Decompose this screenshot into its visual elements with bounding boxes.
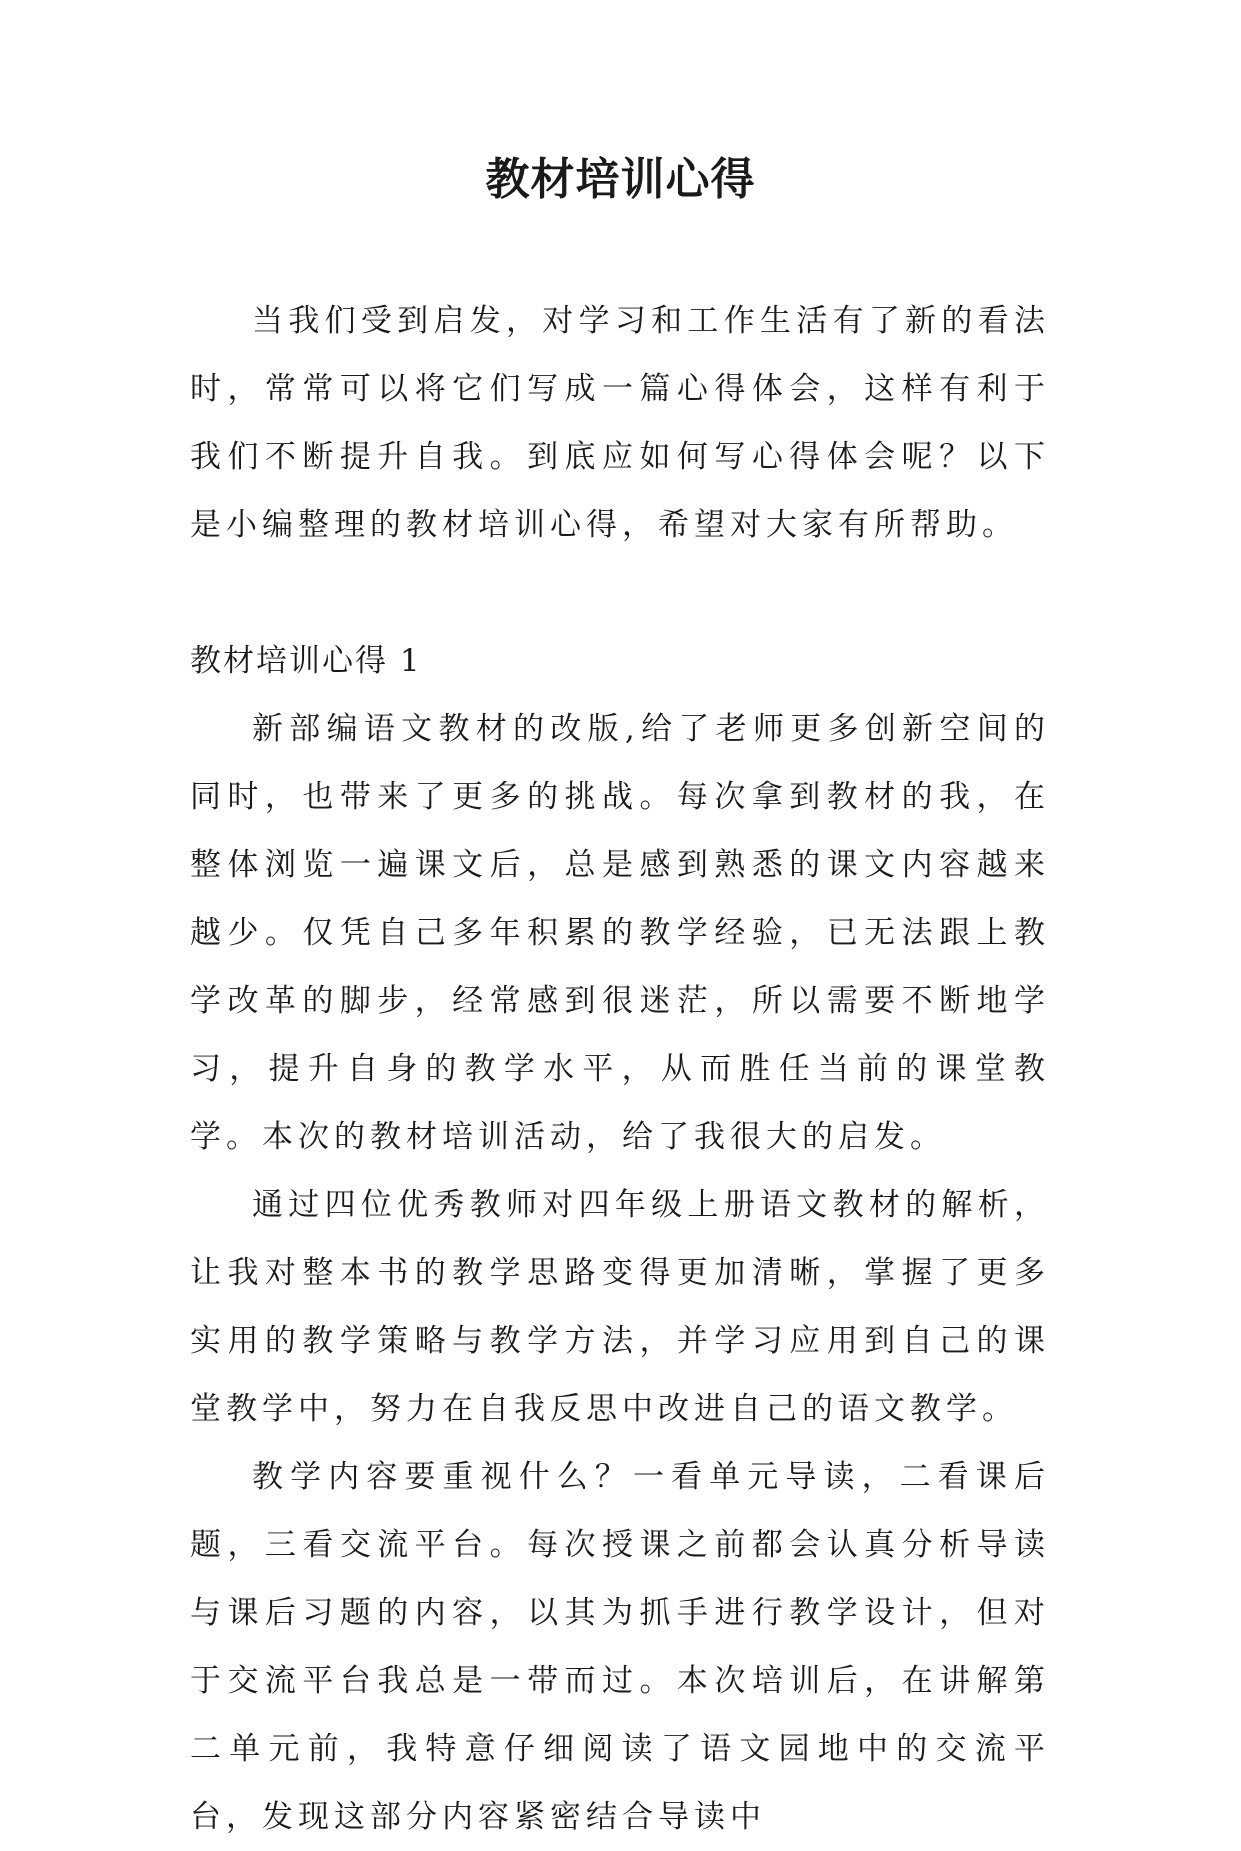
- section-heading: 教材培训心得 1: [190, 643, 422, 679]
- body-paragraph-2: 通过四位优秀教师对四年级上册语文教材的解析，让我对整本书的教学思路变得更加清晰，掌握了更多实用的教学策略与教学方法，并学习应用到自己的课堂教学中，努力在自我反思中改进自己的语文教学。: [190, 1187, 1050, 1427]
- body-paragraph-3: 教学内容要重视什么？一看单元导读，二看课后题，三看交流平台。每次授课之前都会认真分析导读与课后习题的内容，以其为抓手进行教学设计，但对于交流平台我总是一带而过。本次培训后，在讲解第二单元前，我特意仔细阅读了语文园地中的交流平台，发现这部分内容紧密结合导读中: [190, 1459, 1050, 1835]
- body-paragraph-1: 新部编语文教材的改版,给了老师更多创新空间的同时，也带来了更多的挑战。每次拿到教材的我，在整体浏览一遍课文后，总是感到熟悉的课文内容越来越少。仅凭自己多年积累的教学经验，已无法跟上教学改革的脚步，经常感到很迷茫，所以需要不断地学习，提升自身的教学水平，从而胜任当前的课堂教学。本次的教材培训活动，给了我很大的启发。: [190, 711, 1050, 1155]
- intro-paragraph: 当我们受到启发，对学习和工作生活有了新的看法时，常常可以将它们写成一篇心得体会，这样有利于我们不断提升自我。到底应如何写心得体会呢？以下是小编整理的教材培训心得，希望对大家有所帮助。: [190, 303, 1050, 543]
- document-body: [190, 287, 1050, 1851]
- document-title: 教材培训心得: [485, 154, 756, 205]
